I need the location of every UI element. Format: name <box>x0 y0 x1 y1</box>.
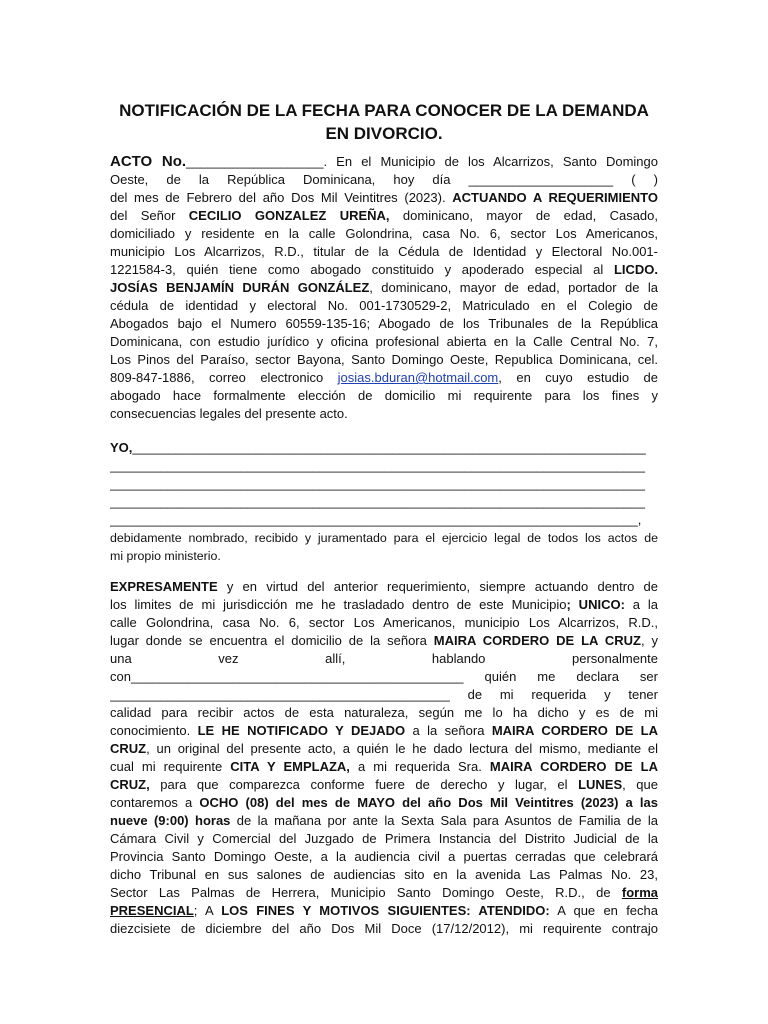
expresamente-text-run: A que en fecha <box>549 903 658 918</box>
expresamente-text-run: conocimiento. <box>110 723 198 738</box>
acto-line <box>110 243 658 261</box>
expresamente-text-run: para que comparezca conforme fuere de derecho y lugar, el <box>149 777 579 792</box>
expresamente-text-run: y en virtud del anterior requerimiento, siempre actuando dentro de <box>217 579 658 594</box>
expresamente-text-run: calidad para recibir actos de esta naturaleza, según me lo ha dicho y es de mi <box>110 705 658 720</box>
acto-text-run: , dominicano, mayor de edad, portador de la <box>369 280 658 295</box>
expresamente-line <box>110 632 658 650</box>
yo-text-run: debidamente nombrado, recibido y juramentado para el ejercicio legal de todos los actos de <box>110 531 658 545</box>
acto-text-run: LICDO. <box>613 262 658 277</box>
title-line-1: NOTIFICACIÓN DE LA FECHA PARA CONOCER DE LA DEMANDA <box>119 101 649 120</box>
expresamente-text-run: a la <box>624 597 658 612</box>
acto-line <box>110 369 658 387</box>
acto-text-run: del mes de Febrero del año Dos Mil Veintitres (2023). <box>110 190 453 205</box>
expresamente-text-run: con______________________________________________ quién me declara ser <box>110 669 658 684</box>
yo-text-run: YO, <box>110 440 133 455</box>
yo-text-run: _______________________________________________________________________ <box>132 440 646 455</box>
expresamente-text-run: , un original del presente acto, a quién le he dado lectura del mismo, mediante el <box>146 741 658 756</box>
email-link[interactable]: josias.bduran@hotmail.com <box>337 370 499 385</box>
expresamente-text-run: EXPRESAMENTE <box>110 579 218 594</box>
acto-line <box>110 207 658 225</box>
acto-text-run: consecuencias legales del presente acto. <box>110 406 348 421</box>
expresamente-line <box>110 722 658 740</box>
acto-text-run: cédula de identidad y electoral No. 001-1730529-2, Matriculado en el Colegio de <box>110 298 658 313</box>
acto-text-run: ACTO No. <box>110 153 187 170</box>
acto-text-run: abogado hace formalmente elección de domicilio mi requirente para los fines y <box>110 388 658 403</box>
acto-text-run: JOSÍAS BENJAMÍN DURÁN GONZÁLEZ <box>110 280 370 295</box>
expresamente-line <box>110 812 658 830</box>
expresamente-line <box>110 578 658 596</box>
yo-text-run: __________________________________________________________________________ <box>110 476 646 491</box>
expresamente-text-run: CITA Y EMPLAZA, <box>230 759 350 774</box>
acto-text-run: ACTUANDO A REQUERIMIENTO <box>452 190 658 205</box>
acto-text-run: del Señor <box>110 208 189 223</box>
expresamente-line <box>110 740 658 758</box>
yo-line <box>110 457 658 475</box>
acto-text-run: 1221584-3, quién tiene como abogado constituido y apoderado especial al <box>110 262 614 277</box>
expresamente-text-run: CRUZ <box>110 741 147 756</box>
expresamente-line <box>110 884 658 902</box>
yo-line <box>110 511 658 529</box>
expresamente-text-run: PRESENCIAL <box>110 903 194 918</box>
yo-text-run: mi propio ministerio. <box>110 549 221 563</box>
acto-line <box>110 153 658 171</box>
expresamente-line <box>110 776 658 794</box>
expresamente-line <box>110 758 658 776</box>
expresamente-text-run: LOS FINES Y MOTIVOS SIGUIENTES: ATENDIDO: <box>221 903 550 918</box>
expresamente-text-run: cual mi requirente <box>110 759 231 774</box>
yo-line <box>110 529 658 547</box>
expresamente-text-run: LE HE NOTIFICADO Y DEJADO <box>197 723 406 738</box>
expresamente-text-run: CRUZ, <box>110 777 150 792</box>
acto-line <box>110 189 658 207</box>
expresamente-text-run: , que <box>622 777 658 792</box>
expresamente-line <box>110 848 658 866</box>
yo-line <box>110 493 658 511</box>
acto-text-run: Los Pinos del Paraíso, sector Bayona, Santo Domingo Oeste, Republica Dominicana, cel. <box>110 352 658 367</box>
expresamente-text-run: Provincia Santo Domingo Oeste, a la audiencia civil a puertas cerradas que celebrará <box>110 849 658 864</box>
expresamente-text-run: nueve (9:00) horas <box>110 813 231 828</box>
yo-line <box>110 547 658 565</box>
yo-paragraph <box>110 439 658 565</box>
expresamente-text-run: Cámara Civil y Comercial del Juzgado de Primera Instancia del Distrito Judicial de la <box>110 831 658 846</box>
acto-text-run: ___________________. En el Municipio de los Alcarrizos, Santo Domingo <box>186 154 658 169</box>
acto-text-run: Abogados bajo el Numero 60559-135-16; Abogado de los Tribunales de la República <box>110 316 658 331</box>
expresamente-line <box>110 686 658 704</box>
acto-text-run: dominicano, mayor de edad, Casado, <box>389 208 658 223</box>
expresamente-text-run: lugar donde se encuentra el domicilio de la señora <box>110 633 434 648</box>
expresamente-text-run: los limites de mi jurisdicción me he trasladado dentro de este Municipio <box>110 597 567 612</box>
yo-text-run: _________________________________________________________________________, <box>110 512 642 527</box>
expresamente-line <box>110 866 658 884</box>
expresamente-text-run: una vez allí, hablando personalmente <box>110 651 658 666</box>
expresamente-line <box>110 650 658 668</box>
expresamente-text-run: ; A <box>193 903 222 918</box>
expresamente-text-run: contaremos a <box>110 795 200 810</box>
acto-line <box>110 387 658 405</box>
acto-line <box>110 225 658 243</box>
yo-line <box>110 439 658 457</box>
acto-line <box>110 405 658 423</box>
expresamente-text-run: a la señora <box>405 723 492 738</box>
expresamente-line <box>110 920 658 938</box>
acto-text-run: 809-847-1886, correo electronico <box>110 370 338 385</box>
expresamente-text-run: ; UNICO: <box>566 597 625 612</box>
expresamente-line <box>110 794 658 812</box>
expresamente-text-run: de la mañana por ante la Sexta Sala para Asuntos de Familia de la <box>230 813 658 828</box>
acto-line <box>110 261 658 279</box>
expresamente-text-run: LUNES <box>578 777 623 792</box>
expresamente-text-run: OCHO (08) del mes de MAYO del año Dos Mil Veintitres (2023) a las <box>199 795 658 810</box>
acto-line <box>110 171 658 189</box>
expresamente-text-run: Sector Las Palmas de Herrera, Municipio Santo Domingo Oeste, R.D., de <box>110 885 622 900</box>
acto-line <box>110 279 658 297</box>
expresamente-line <box>110 668 658 686</box>
expresamente-text-run: MAIRA CORDERO DE LA CRUZ <box>433 633 641 648</box>
expresamente-line <box>110 614 658 632</box>
acto-paragraph <box>110 153 658 423</box>
expresamente-text-run: diezcisiete de diciembre del año Dos Mil Doce (17/12/2012), mi requirente contrajo <box>110 921 658 936</box>
acto-text-run: Oeste, de la República Dominicana, hoy día ____________________ ( ) <box>110 172 658 187</box>
acto-line <box>110 351 658 369</box>
expresamente-text-run: , y <box>640 633 658 648</box>
yo-line <box>110 475 658 493</box>
expresamente-text-run: MAIRA CORDERO DE LA <box>491 723 658 738</box>
expresamente-text-run: dicho Tribunal en sus salones de audiencias sito en la avenida Las Palmas No. 23, <box>110 867 658 882</box>
acto-text-run: Dominicana, con estudio jurídico y oficina profesional abierta en la Calle Central No. 7, <box>110 334 658 349</box>
expresamente-line <box>110 596 658 614</box>
acto-line <box>110 315 658 333</box>
expresamente-text-run: _______________________________________________ de mi requerida y tener <box>110 687 658 702</box>
acto-text-run: CECILIO GONZALEZ UREÑA, <box>188 208 390 223</box>
acto-line <box>110 333 658 351</box>
yo-text-run: __________________________________________________________________________ <box>110 458 646 473</box>
expresamente-text-run: calle Golondrina, casa No. 6, sector Los Americanos, municipio Los Alcarrizos, R.D., <box>110 615 658 630</box>
expresamente-text-run: MAIRA CORDERO DE LA <box>489 759 658 774</box>
title-line-2: EN DIVORCIO. <box>325 124 443 143</box>
expresamente-line <box>110 830 658 848</box>
acto-text-run: municipio Los Alcarrizos, R.D., titular de la Cédula de Identidad y Electoral No.001- <box>110 244 658 259</box>
acto-text-run: , en cuyo estudio de <box>498 370 658 385</box>
expresamente-text-run: a mi requerida Sra. <box>349 759 490 774</box>
yo-text-run: __________________________________________________________________________ <box>110 494 646 509</box>
acto-text-run: domiciliado y residente en la calle Golondrina, casa No. 6, sector Los Americanos, <box>110 226 658 241</box>
expresamente-text-run: forma <box>621 885 658 900</box>
expresamente-paragraph <box>110 578 658 938</box>
expresamente-line <box>110 902 658 920</box>
expresamente-line <box>110 704 658 722</box>
acto-line <box>110 297 658 315</box>
document-title <box>100 99 668 145</box>
